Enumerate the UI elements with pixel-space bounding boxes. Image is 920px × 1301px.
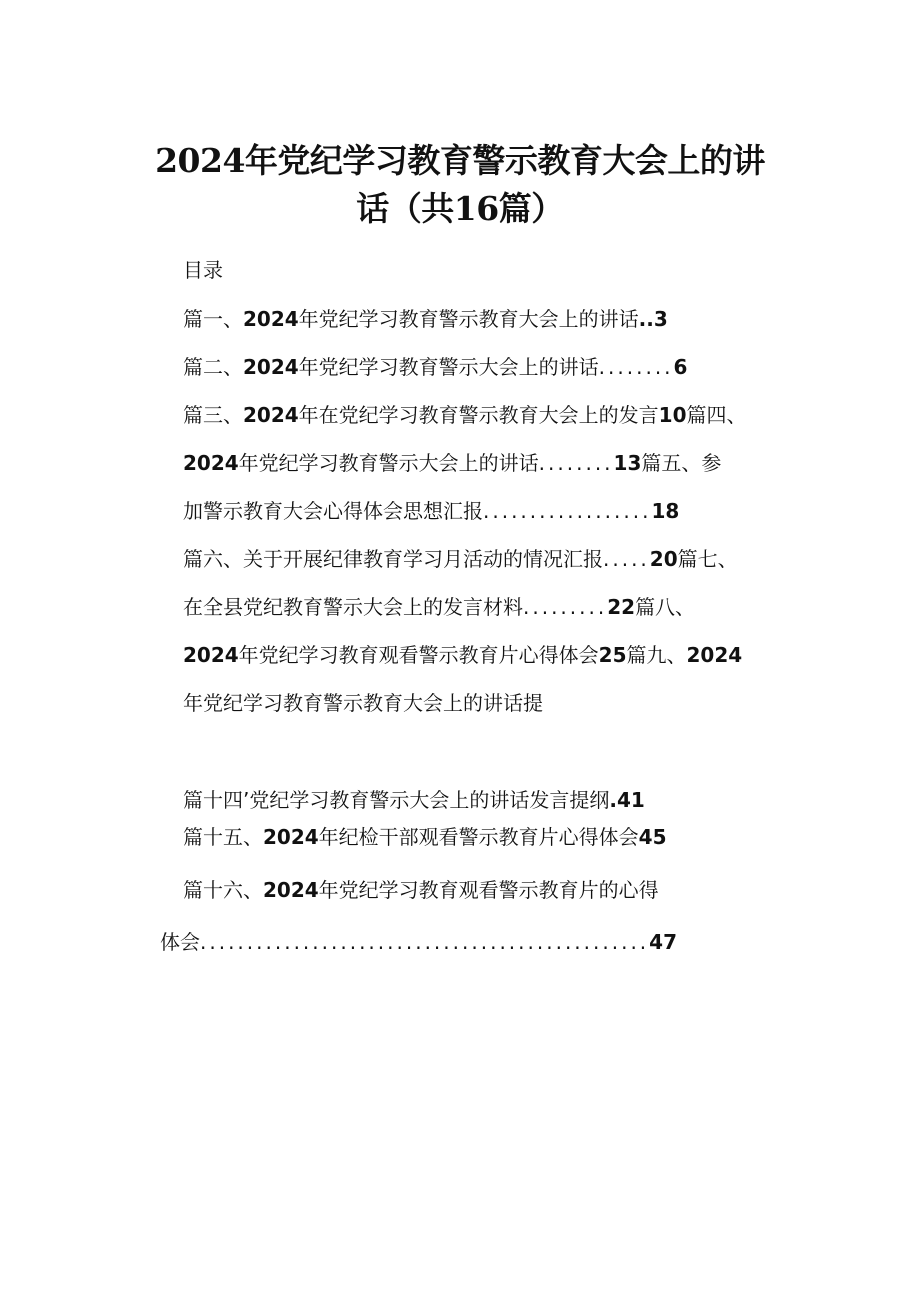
toc-entry-3-year: 2024 [243, 403, 299, 427]
toc-entry-1-prefix: 篇一、 [183, 307, 243, 331]
toc-entry-16-dots: ................................................ [200, 930, 650, 954]
toc-entry-6-title: 篇六、关于开展纪律教育学习月活动的情况汇报 [183, 547, 603, 571]
toc-entry-2-page: 6 [673, 355, 688, 379]
toc-entry-1-page: 3 [653, 307, 668, 331]
toc-heading: 目录 [183, 258, 223, 282]
toc-entry-4-dots: ........ [538, 451, 614, 475]
toc-entry-16[interactable] [183, 876, 659, 904]
toc-entry-7-title: 在全县党纪教育警示大会上的发言材料 [183, 595, 523, 619]
toc-entry-15[interactable] [183, 823, 667, 851]
toc-entry-2-prefix: 篇二、 [183, 355, 243, 379]
toc-entry-16-continuation[interactable] [160, 928, 677, 956]
toc-entry-3-page: 10 [658, 403, 687, 427]
toc-entry-7-dots: ......... [523, 595, 608, 619]
toc-entry-3-prefix: 篇三、 [183, 403, 243, 427]
toc-entry-9-title: 年党纪学习教育警示教育大会上的讲话提 [183, 691, 543, 715]
toc-entry-14-page: .41 [609, 788, 645, 812]
toc-entry-7-page: 22 [607, 595, 636, 619]
toc-entry-9-prefix: 篇九、 [626, 643, 687, 667]
toc-entry-5[interactable] [183, 497, 679, 525]
toc-entry-15-prefix: 篇十五、 [183, 825, 263, 849]
toc-entry-2-year: 2024 [243, 355, 299, 379]
toc-entry-7-prefix: 篇七、 [677, 547, 738, 571]
toc-entry-5-dots: .................. [483, 499, 652, 523]
toc-entry-4-title: 年党纪学习教育警示大会上的讲话 [238, 451, 539, 475]
toc-entry-6-dots: ..... [603, 547, 650, 571]
toc-entry-15-title: 年纪检干部观看警示教育片心得体会 [318, 825, 639, 849]
toc-entry-1[interactable] [183, 305, 668, 333]
toc-entry-5-page: 18 [651, 499, 680, 523]
toc-entry-15-year: 2024 [263, 825, 319, 849]
toc-entry-14[interactable] [183, 786, 645, 814]
toc-entry-8-prefix: 篇八、 [635, 595, 696, 619]
toc-entry-16-year: 2024 [263, 878, 319, 902]
document-title-line-1: 2024年党纪学习教育警示教育大会上的讲 [155, 141, 765, 180]
toc-entry-16-prefix: 篇十六、 [183, 878, 263, 902]
toc-entry-14-title: 篇十四’党纪学习教育警示大会上的讲话发言提纲 [183, 788, 610, 812]
toc-entry-6[interactable] [183, 545, 738, 573]
toc-entry-15-page: 45 [638, 825, 667, 849]
document-title-line-2: 话（共16篇） [356, 189, 564, 228]
toc-entry-4[interactable] [183, 449, 721, 477]
toc-entry-16-page: 47 [649, 930, 677, 954]
toc-entry-3[interactable] [183, 401, 747, 429]
toc-entry-2-dots: ........ [598, 355, 674, 379]
toc-entry-3-title: 年在党纪学习教育警示教育大会上的发言 [298, 403, 659, 427]
toc-entry-2[interactable] [183, 353, 687, 381]
toc-entry-1-dots: .. [638, 307, 654, 331]
toc-entry-2-title: 年党纪学习教育警示大会上的讲话 [298, 355, 599, 379]
toc-entry-8[interactable] [183, 641, 742, 669]
toc-entry-7[interactable] [183, 593, 695, 621]
toc-entry-8-title: 年党纪学习教育观看警示教育片心得体会 [238, 643, 599, 667]
toc-entry-1-year: 2024 [243, 307, 299, 331]
toc-entry-4-prefix: 篇四、 [686, 403, 747, 427]
toc-entry-4-page: 13 [613, 451, 642, 475]
toc-entry-8-page: 25 [598, 643, 627, 667]
toc-entry-9[interactable] [183, 689, 543, 717]
toc-entry-16-title-end: 体会 [160, 930, 200, 954]
toc-entry-16-title: 年党纪学习教育观看警示教育片的心得 [318, 878, 659, 902]
toc-entry-9-year: 2024 [686, 643, 743, 667]
toc-entry-6-page: 20 [649, 547, 678, 571]
toc-entry-8-year: 2024 [183, 643, 239, 667]
toc-entry-5-title: 加警示教育大会心得体会思想汇报 [183, 499, 483, 523]
toc-entry-1-title: 年党纪学习教育警示教育大会上的讲话 [298, 307, 639, 331]
toc-entry-4-year: 2024 [183, 451, 239, 475]
toc-entry-5-prefix: 篇五、参 [641, 451, 722, 475]
